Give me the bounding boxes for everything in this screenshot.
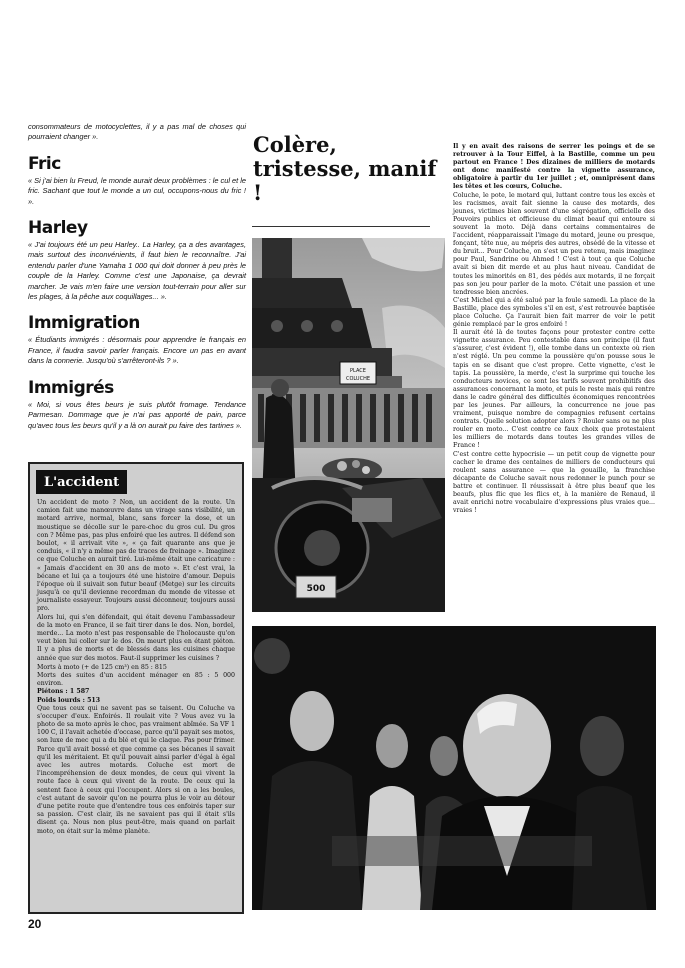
heading-immigration: Immigration <box>28 313 140 334</box>
accident-paragraph: Alors lui, qui s'en défendait, qui était devenu l'ambassadeur de la moto en France, il se fait tirer dans le dos. Non, bordel, merde... La moto n'est pas responsable de l'holocauste qu'on veut bien lui coller sur le dos. On meurt plus en étant piéton. Il y a plus de morts et de blessés dans les cuisines chaque année que sur des motos. Faut-il supprimer les cuisines ? <box>37 613 235 662</box>
plate-text-2: COLUCHE <box>345 376 371 382</box>
stat-line: Morts à moto (+ de 125 cm³) en 85 : 815 <box>37 663 167 671</box>
heading-immigres: Immigrés <box>28 377 114 398</box>
accident-box <box>28 462 244 914</box>
heading-harley: Harley <box>28 218 88 239</box>
text-immigres: « Moi, si vous êtes beurs je suis plutôt fromage. Tendance Parmesan. Dommage que je n'ai pas apporté de pain, parce qu'avec tous les beurs qu'il y a là on aurait pu faire des tartines ». <box>28 399 246 430</box>
accident-title: L'accident <box>36 470 127 494</box>
accident-paragraph: Un accident de moto ? Non, un accident de la route. Un camion fait une manœuvre dans un virage sans visibilité, un motard arrive, normal, blanc, sans forcer la dose, et un moustique se décolle sur le pare-choc du gros cul. Du gros con ? Même pas, pas plus enfoiré que les autres. Il défend son boulot, « il arrivait vite », « ça fait quarante ans que je conduis, « il n'y a même pas de traces de freinage ». Imaginez ce que Coluche en aurait tiré. Lui-même était une caricature : « Jamais d'accident en 30 ans de moto ». Et c'est vrai, la bécane et lui ça a toujours été une histoire d'amour. Depuis l'époque où il suivait son futur beauf (Metge) sur les circuits jusqu'à ce qu'il devienne recordman du monde de vitesse et journaliste essayeur. Toujours aussi déconneur, toujours aussi pro. <box>37 499 235 613</box>
right-paragraph: Il aurait été là de toutes façons pour protester contre cette vignette assurance. Peu contestable dans son principe (il faut s'assurer, c'est évident !), elle tombe dans un contexte où rien n'est réglé. Un peu comme la poussière qu'on pousse sous le tapis en se disant que c'est propre. Cette vignette, c'est le tapis. La poussière, la merde, c'est la surprime qui touche les conducteurs novices, ce sont les tarifs souvent prohibitifs des assurances concernant la moto, et puis le reste mais qui rentre dans le cadre général des difficultés économiques rencontrées par les jeunes. Par ailleurs, la concurrence ne joue pas vraiment, puisque nombre de compagnies refusent certains contrats. Quelle solution adopter alors ? Rouler sans ou ne plus rouler en moto... C'est contre ce faux choix que protestaient les milliers de motards dans toutes les grandes villes de France ! <box>453 329 655 450</box>
right-column <box>453 143 655 515</box>
right-paragraph: Il y en avait des raisons de serrer les poings et de se retrouver à la Tour Eiffel, à la Bastille, comme un peu partout en France ! Des dizaines de milliers de motards ont donc manifesté contre la vignette assurance, obligatoire à partir du 1er juillet ; et, omniprésent dans les têtes et les cœurs, Coluche. <box>453 143 655 191</box>
stat-line: Poids lourds : 513 <box>37 696 101 704</box>
photo-bastille-column <box>252 238 445 612</box>
plate-text-1: PLACE <box>350 368 366 374</box>
right-paragraph: Coluche, le pote, le motard qui, luttant contre tous les excès et les racismes, avait fait sienne la cause des motards, des jeunes, victimes bien souvent d'une ségrégation, officielle des Pouvoirs publics et officieuse du climat beauf qui entoure si souvent la moto. Déjà dans certains commentaires de l'accident, réapparaissait l'image du motard, jeune ou presque, fonçant, tête nue, au mépris des autres, obsédé de la vitesse et du bruit... Pour Coluche, on s'est un peu retenu, mais imaginez pour Paul, Sandrine ou Ahmed ! C'est à tout ça que Coluche avait si bien dit merde et au plus haut niveau. Candidat de toutes les minorités en 81, des pédés aux motards, il ne forçait pas son jeu pour parler de la moto. C'était une passion et une tendresse bien ancrées. <box>453 191 655 296</box>
accident-stats <box>37 664 235 705</box>
plate-number: 500 <box>306 584 326 594</box>
accident-body <box>30 494 242 836</box>
text-immigration: « Étudiants immigrés : désormais pour apprendre le français en France, il faudra savoir parler français. Encore un pas en avant dans la connerie. Jusqu'où s'arrêteront-ils ? ». <box>28 335 246 366</box>
headline-rule <box>252 226 430 233</box>
left-column <box>28 122 246 431</box>
photo-crowd-night <box>252 626 656 910</box>
stat-line: Piétons : 1 587 <box>37 688 90 696</box>
text-fric: « Si j'ai bien lu Freud, le monde aurait deux problèmes : le cul et le fric. Sachant que tout le monde a un cul, occupons-nous du fric ! ». <box>28 175 246 206</box>
stat-line: Morts des suites d'un accident ménager en 85 : 5 000 environ. <box>37 671 235 688</box>
accident-paragraph: Que tous ceux qui ne savent pas se taisent. Ou Coluche va s'occuper d'eux. Enfoirés. Il roulait vite ? Vous avez vu la photo de sa moto après le choc, pas vraiment abîmée. Sa VF 1 100 C, il l'avait achetée d'occase, parce qu'il payait ses motos, son luxe de mec qui a du blé et qui le claque. Pas pour frimer. Parce qu'il avait bossé et que comme ça ses bécanes il savait qu'il les méritaient. Et qu'il pouvait ainsi parler d'égal à égal avec les autres motards. Coluche est mort de l'incompréhension de deux mondes, de ceux qui vivent la route face à ceux qui vivent de la route. De ceux qui la sentent face à ceux qui l'occupent. Alors si on a les boules, c'est autant de savoir qu'on ne pourra plus le voir au détour d'une petite route que d'entendre tous ces enfoirés taper sur sa passion. C'est clair, ils ne savaient pas qui il était s'ils disent ça. Nous non plus peut-être, mais quand on parlait moto, on était sur la même planète. <box>37 704 235 835</box>
right-paragraph: C'est contre cette hypocrisie — un petit coup de vignette pour cacher le drame des centaines de milliers de conducteurs qui roulent sans assurance — que la gouaille, la franchise décapante de Coluche savait nous redonner le punch pour se battre et continuer. Il réussissait à être plus beauf que les beaufs, plus flic que les flics et, à la manière de Renaud, il avait enrichi notre vocabulaire d'expressions plus vraies que... vraies ! <box>453 450 655 515</box>
page-number: 20 <box>28 917 42 931</box>
right-paragraph: C'est Michel qui a été salué par la foule samedi. La place de la Bastille, place des symboles s'il en est, s'est retrouvée baptisée place Coluche. Ça l'aurait bien fait marrer de voir le petit génie remplacé par le gros enfoiré ! <box>453 296 655 329</box>
heading-fric: Fric <box>28 153 61 174</box>
photo-crowd-svg <box>252 626 656 910</box>
headline-box <box>250 133 440 229</box>
intro-text: consommateurs de motocyclettes, il y a pas mal de choses qui pourraient changer ». <box>28 122 246 142</box>
photo-bastille-svg <box>252 238 445 612</box>
text-harley: « J'ai toujours été un peu Harley.. La Harley, ça a des avantages, mais surtout des inconvénients, il faut bien le reconnaître. J'ai entendu parler d'une Yamaha 1 000 qui doit donner à peu près le couple de la Harley. Comme c'est une Japonaise, ça devrait marcher. Je vais m'en faire une version tout-terrain pour aller sur les plages, à la pêche aux coquillages... ». <box>28 240 246 302</box>
headline: Colère, tristesse, manif ! <box>253 132 437 205</box>
